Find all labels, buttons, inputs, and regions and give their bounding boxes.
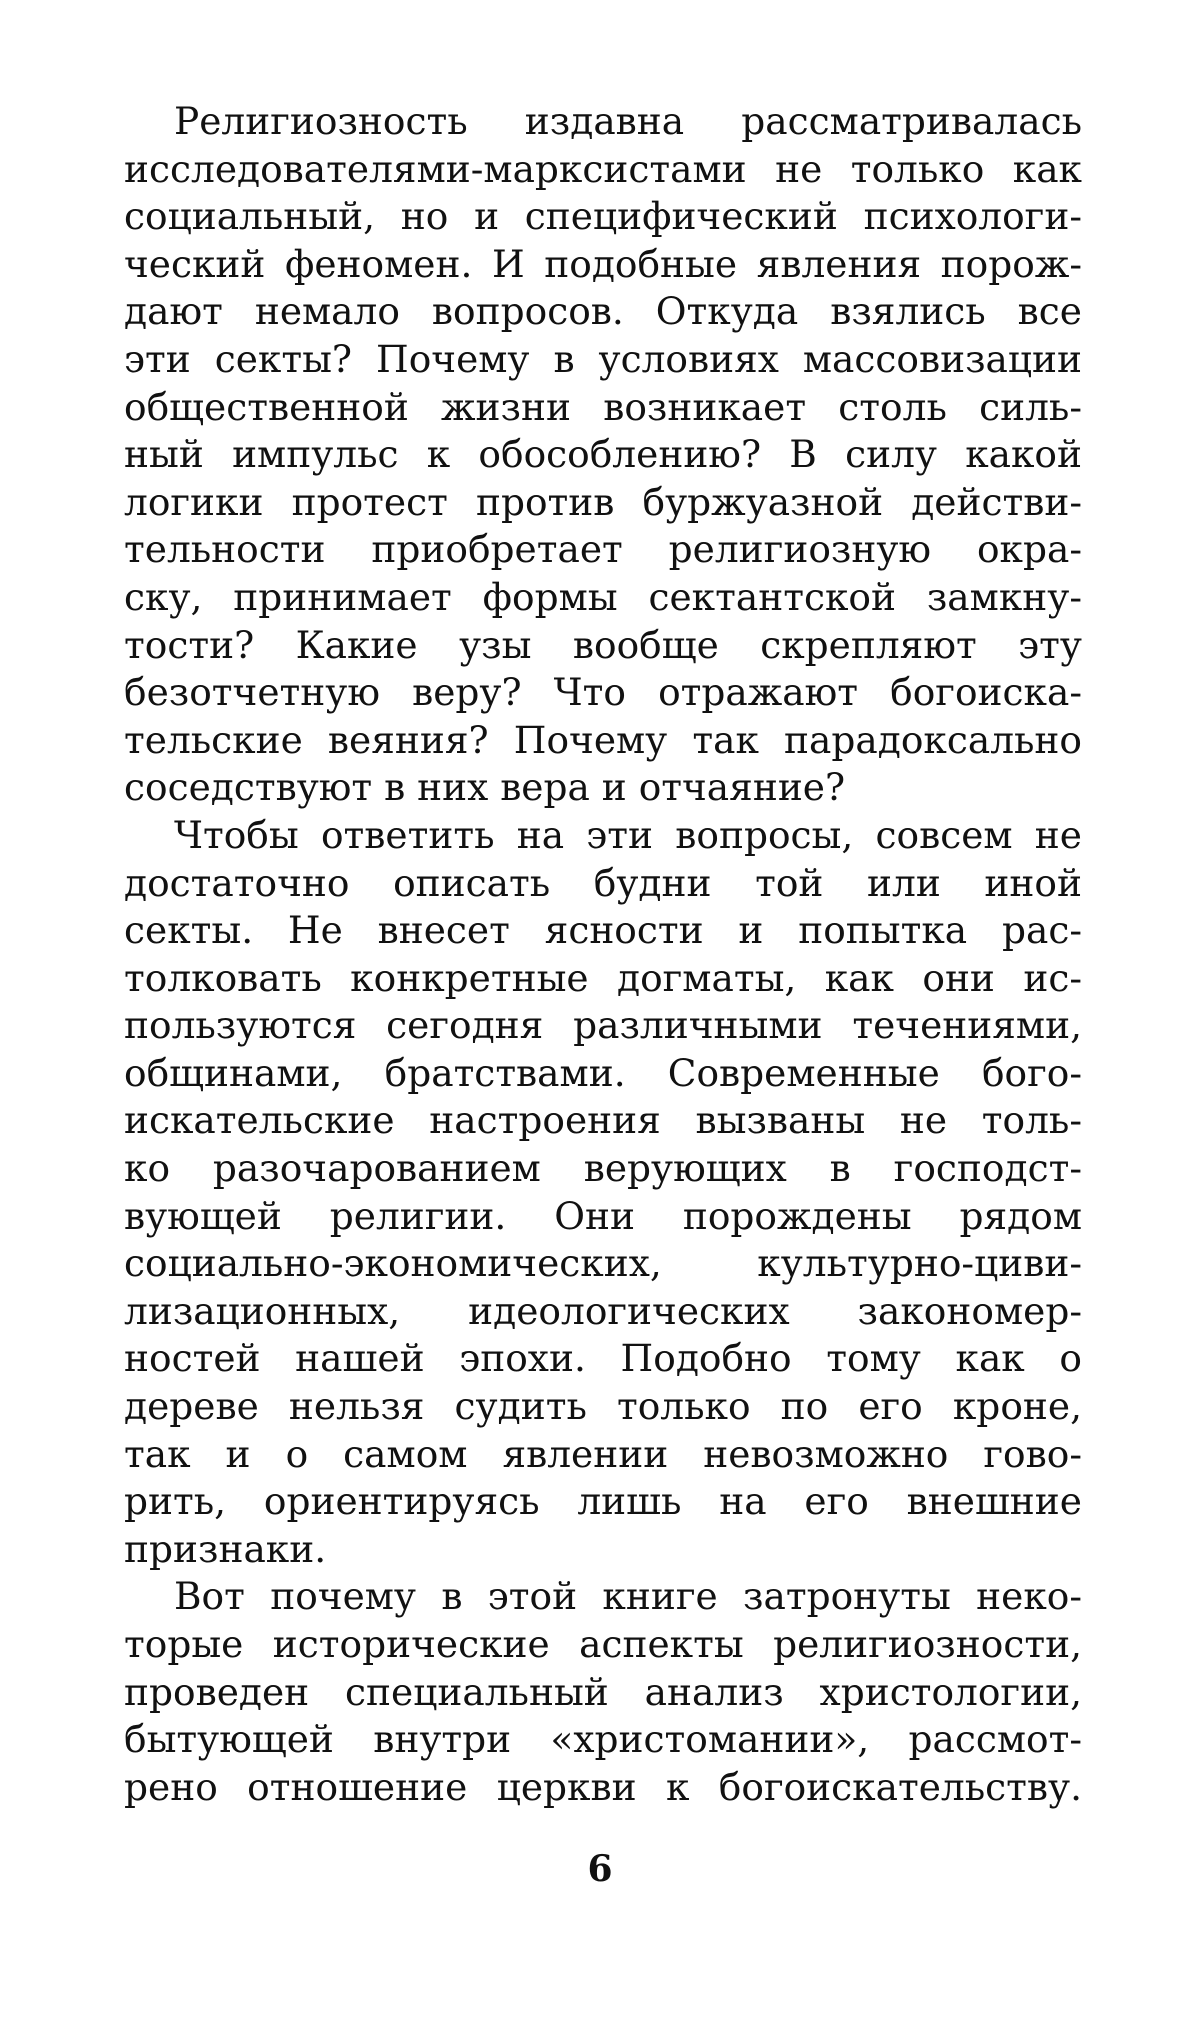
- text-line: ностей нашей эпохи. Подобно тому как о: [124, 1336, 1082, 1381]
- text-line: ный импульс к обособлению? В силу какой: [124, 432, 1082, 477]
- text-line: торые исторические аспекты религиозности,: [124, 1622, 1082, 1666]
- text-line: пользуются сегодня различными течениями,: [124, 1003, 1082, 1048]
- text-line: соседствуют в них вера и отчаяние?: [124, 765, 846, 810]
- text-line: тости? Какие узы вообще скрепляют эту: [124, 622, 1082, 667]
- text-line: бытующей внутри «христомании», рассмот-: [124, 1717, 1082, 1762]
- text-line: социально-экономических, культурно-циви-: [124, 1241, 1082, 1286]
- text-line: общественной жизни возникает столь силь-: [124, 384, 1082, 429]
- text-line: тельские веяния? Почему так парадоксально: [124, 717, 1082, 762]
- text-line: секты. Не внесет ясности и попытка рас-: [124, 908, 1082, 953]
- text-line: Религиозность издавна рассматривалась: [174, 99, 1082, 143]
- text-line: общинами, братствами. Современные бого-: [124, 1050, 1082, 1095]
- text-line: тельности приобретает религиозную окра-: [124, 527, 1082, 572]
- text-line: лизационных, идеологических закономер-: [124, 1288, 1082, 1333]
- text-line: признаки.: [124, 1526, 327, 1571]
- text-line: так и о самом явлении невозможно гово-: [124, 1431, 1082, 1476]
- text-line: логики протест против буржуазной действи-: [124, 479, 1082, 524]
- body-text: [124, 98, 1082, 1811]
- paragraph-3: [124, 1573, 1082, 1811]
- text-line: толковать конкретные догматы, как они ис-: [124, 955, 1082, 1000]
- text-line: проведен специальный анализ христологии,: [124, 1669, 1082, 1714]
- text-line: вующей религии. Они порождены рядом: [124, 1193, 1082, 1238]
- text-line: Вот почему в этой книге затронуты неко-: [174, 1574, 1082, 1619]
- text-line: рено отношение церкви к богоискательству.: [124, 1764, 1082, 1809]
- page-number: 6: [587, 1848, 613, 1890]
- text-line: эти секты? Почему в условиях массовизации: [124, 336, 1082, 381]
- text-line: достаточно описать будни той или иной: [124, 860, 1082, 905]
- text-line: дают немало вопросов. Откуда взялись все: [124, 289, 1082, 334]
- text-line: ску, принимает формы сектантской замкну-: [124, 574, 1082, 619]
- text-line: дереве нельзя судить только по его кроне,: [124, 1384, 1082, 1429]
- text-line: ко разочарованием верующих в господст-: [124, 1146, 1082, 1191]
- paragraph-1: [124, 98, 1082, 812]
- text-line: социальный, но и специфический психологи-: [124, 194, 1082, 239]
- text-line: Чтобы ответить на эти вопросы, совсем не: [174, 812, 1082, 857]
- text-line: исследователями-марксистами не только как: [124, 146, 1082, 191]
- text-line: ческий феномен. И подобные явления порож-: [124, 241, 1082, 286]
- text-line: безотчетную веру? Что отражают богоиска-: [124, 670, 1082, 715]
- text-line: искательские настроения вызваны не толь-: [124, 1098, 1082, 1143]
- paragraph-2: [124, 812, 1082, 1574]
- text-line: рить, ориентируясь лишь на его внешние: [124, 1479, 1082, 1524]
